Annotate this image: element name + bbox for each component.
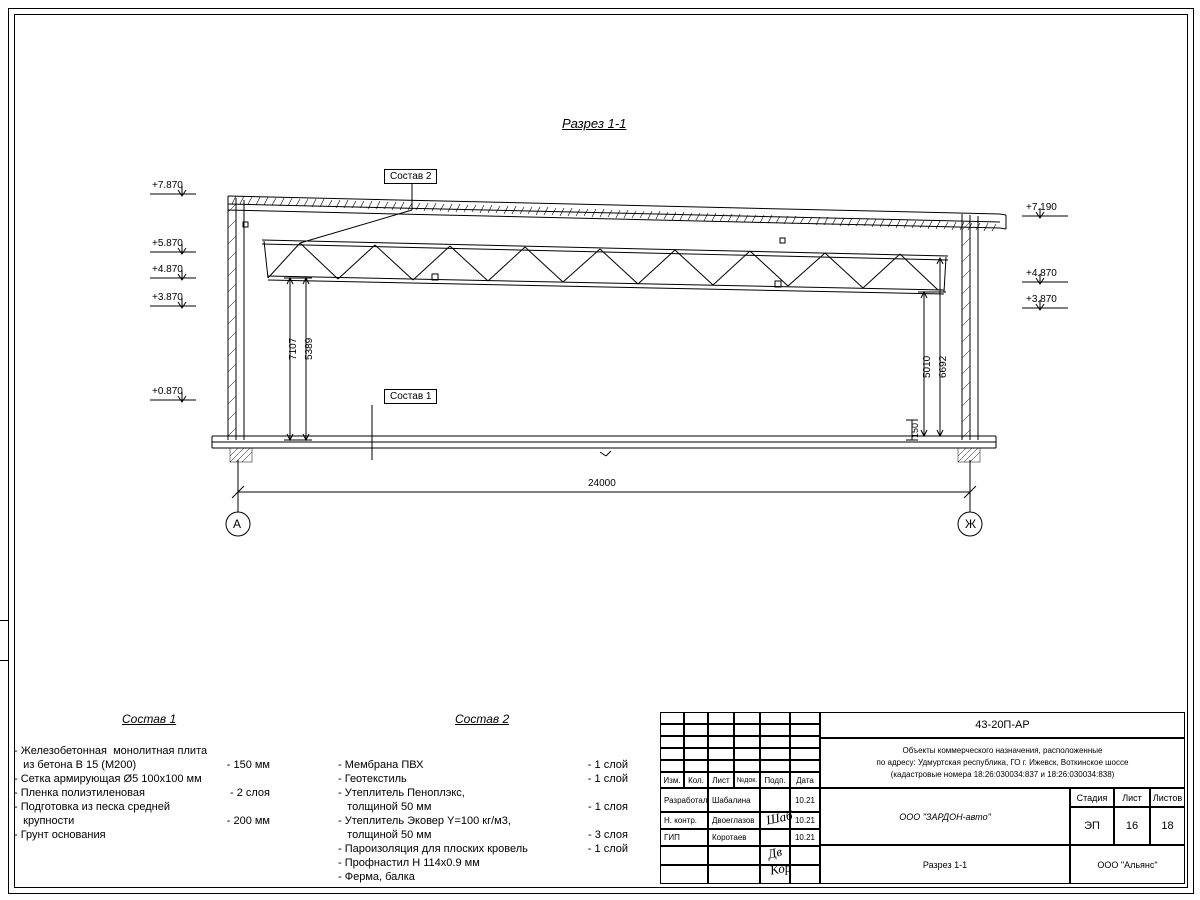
composition-2-value-0: - 1 слой bbox=[587, 759, 628, 771]
rev-cell-r4c3 bbox=[734, 760, 760, 772]
composition-1-line-2: - Сетка армирующая Ø5 100х100 мм bbox=[14, 773, 202, 785]
rev-header-izm: Изм. bbox=[660, 772, 684, 788]
stamp-customer: ООО "ЗАРДОН-авто" bbox=[820, 788, 1070, 845]
composition-2-line-4: - Утеплитель Эковер Y=100 кг/м3, bbox=[338, 815, 511, 827]
rev-header-data: Дата bbox=[790, 772, 820, 788]
level-left-5: +0.870 bbox=[152, 386, 183, 397]
composition-1-line-0: - Железобетонная монолитная плита bbox=[14, 745, 208, 757]
role-2-date: 10.21 bbox=[790, 829, 820, 846]
level-left-1: +7.870 bbox=[152, 180, 183, 191]
composition-2-title: Состав 2 bbox=[455, 712, 510, 726]
composition-1-value-1: - 2 слоя bbox=[229, 787, 270, 799]
level-left-3: +4.870 bbox=[152, 264, 183, 275]
rev-cell-r0c0 bbox=[660, 712, 684, 724]
rev-cell-r1c4 bbox=[760, 724, 790, 736]
composition-2-line-6: - Пароизоляция для плоских кровель bbox=[338, 843, 528, 855]
rev-cell-r3c2 bbox=[708, 748, 734, 760]
composition-1-line-4: - Подготовка из песка средней bbox=[14, 801, 170, 813]
rev-cell-r3c3 bbox=[734, 748, 760, 760]
composition-1-line-1: из бетона В 15 (М200) bbox=[14, 759, 137, 771]
rev-cell-r1c3 bbox=[734, 724, 760, 736]
rev-cell-r2c2 bbox=[708, 736, 734, 748]
role-0-date: 10.21 bbox=[790, 788, 820, 812]
rev-cell-r0c4 bbox=[760, 712, 790, 724]
section-title: Разрез 1-1 bbox=[562, 116, 627, 131]
composition-1-line-5: крупности bbox=[14, 815, 75, 827]
axis-label-zh: Ж bbox=[965, 517, 977, 531]
role-3-label bbox=[660, 846, 708, 865]
composition-2-value-4: - 1 слой bbox=[587, 843, 628, 855]
callout-sostav-2: Состав 2 bbox=[384, 169, 437, 184]
stamp-designer: ООО "Альянс" bbox=[1070, 845, 1185, 884]
composition-2-value-1: - 1 слой bbox=[587, 773, 628, 785]
rev-cell-r1c1 bbox=[684, 724, 708, 736]
rev-cell-r3c0 bbox=[660, 748, 684, 760]
rev-cell-r2c0 bbox=[660, 736, 684, 748]
rev-cell-r2c4 bbox=[760, 736, 790, 748]
rev-cell-r3c1 bbox=[684, 748, 708, 760]
stamp-sheet-value: 16 bbox=[1114, 807, 1150, 845]
role-1-name: Двоеглазов bbox=[708, 812, 760, 829]
composition-2-line-0: - Мембрана ПВХ bbox=[338, 759, 424, 771]
stamp-sheets-header: Листов bbox=[1150, 788, 1185, 807]
role-0-name: Шабалина bbox=[708, 788, 760, 812]
rev-cell-r3c4 bbox=[760, 748, 790, 760]
signature-1: Дв bbox=[766, 843, 784, 862]
rev-cell-r4c5 bbox=[790, 760, 820, 772]
rev-cell-r2c1 bbox=[684, 736, 708, 748]
stamp-sheet-name: Разрез 1-1 bbox=[820, 845, 1070, 884]
title-block bbox=[660, 712, 1185, 884]
stamp-object bbox=[820, 738, 1185, 788]
composition-2-line-5: толщиной 50 мм bbox=[338, 829, 432, 841]
stamp-object-line-0: Объекты коммерческого назначения, расположенные bbox=[902, 746, 1103, 755]
composition-2-line-7: - Профнастил Н 114х0.9 мм bbox=[338, 857, 480, 869]
level-left-4: +3.870 bbox=[152, 292, 183, 303]
role-3-date bbox=[790, 846, 820, 865]
rev-cell-r4c2 bbox=[708, 760, 734, 772]
rev-header-podp: Подп. bbox=[760, 772, 790, 788]
dim-vert-6692: 6692 bbox=[938, 355, 949, 378]
rev-cell-r0c5 bbox=[790, 712, 820, 724]
composition-2-line-3: толщиной 50 мм bbox=[338, 801, 432, 813]
dim-vert-7107: 7107 bbox=[288, 337, 299, 360]
dim-vert-5010: 5010 bbox=[922, 355, 933, 378]
stamp-stage-header: Стадия bbox=[1070, 788, 1114, 807]
rev-cell-r0c1 bbox=[684, 712, 708, 724]
rev-header-list: Лист bbox=[708, 772, 734, 788]
role-0-label: Разработал bbox=[660, 788, 708, 812]
role-2-label: ГИП bbox=[660, 829, 708, 846]
signature-0: Шаб bbox=[764, 807, 794, 828]
axis-label-a: А bbox=[233, 517, 242, 531]
level-right-3: +3.870 bbox=[1026, 294, 1057, 305]
role-4-date bbox=[790, 865, 820, 884]
rev-header-ndok: №док. bbox=[734, 772, 760, 788]
composition-1-value-0: - 150 мм bbox=[226, 759, 270, 771]
role-2-name: Коротаев bbox=[708, 829, 760, 846]
dim-vert-150: 150 bbox=[910, 422, 920, 438]
composition-2-value-3: - 3 слоя bbox=[587, 829, 628, 841]
rev-cell-r2c3 bbox=[734, 736, 760, 748]
stamp-code: 43-20П-АР bbox=[820, 712, 1185, 738]
stamp-sheets-value: 18 bbox=[1150, 807, 1185, 845]
composition-2-list bbox=[338, 758, 578, 884]
composition-1-value-2: - 200 мм bbox=[226, 815, 270, 827]
rev-cell-r3c5 bbox=[790, 748, 820, 760]
role-2-signature bbox=[760, 829, 790, 846]
rev-cell-r1c0 bbox=[660, 724, 684, 736]
stamp-object-line-2: (кадастровые номера 18:26:030034:837 и 18:26:030034:838) bbox=[890, 770, 1115, 779]
composition-2-value-2: - 1 слоя bbox=[587, 801, 628, 813]
rev-header-kol: Кол. bbox=[684, 772, 708, 788]
rev-cell-r4c1 bbox=[684, 760, 708, 772]
composition-1-line-3: - Пленка полиэтиленовая bbox=[14, 787, 145, 799]
rev-cell-r4c4 bbox=[760, 760, 790, 772]
role-4-label bbox=[660, 865, 708, 884]
composition-2-line-2: - Утеплитель Пеноплэкс, bbox=[338, 787, 465, 799]
dim-vert-5389: 5389 bbox=[304, 337, 315, 360]
level-right-1: +7.190 bbox=[1026, 202, 1057, 213]
role-1-date: 10.21 bbox=[790, 812, 820, 829]
role-1-label: Н. контр. bbox=[660, 812, 708, 829]
role-3-name bbox=[708, 846, 760, 865]
role-4-name bbox=[708, 865, 760, 884]
callout-sostav-1: Состав 1 bbox=[384, 389, 437, 404]
rev-cell-r0c3 bbox=[734, 712, 760, 724]
rev-cell-r0c2 bbox=[708, 712, 734, 724]
stamp-sheet-header: Лист bbox=[1114, 788, 1150, 807]
composition-1-line-6: - Грунт основания bbox=[14, 829, 106, 841]
rev-cell-r1c2 bbox=[708, 724, 734, 736]
rev-cell-r4c0 bbox=[660, 760, 684, 772]
composition-1-title: Состав 1 bbox=[122, 712, 177, 726]
stamp-stage-value: ЭП bbox=[1070, 807, 1114, 845]
dim-overall-24000: 24000 bbox=[588, 478, 616, 489]
stamp-object-line-1: по адресу: Удмуртская республика, ГО г. Ижевск, Воткинское шоссе bbox=[876, 758, 1129, 767]
level-left-2: +5.870 bbox=[152, 238, 183, 249]
composition-2-line-8: - Ферма, балка bbox=[338, 871, 415, 883]
level-right-2: +4.870 bbox=[1026, 268, 1057, 279]
composition-2-line-1: - Геотекстиль bbox=[338, 773, 407, 785]
rev-cell-r2c5 bbox=[790, 736, 820, 748]
signature-2: Кор bbox=[768, 859, 793, 878]
rev-cell-r1c5 bbox=[790, 724, 820, 736]
